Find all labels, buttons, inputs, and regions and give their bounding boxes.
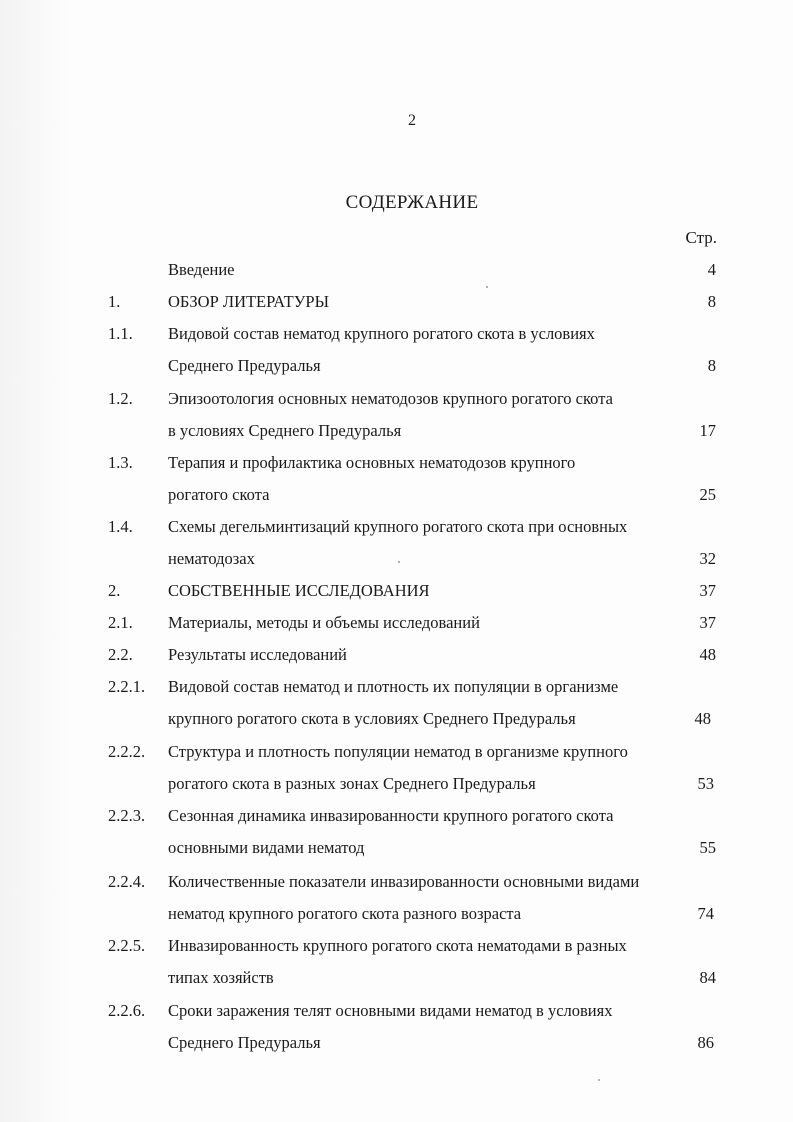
toc-entry-text: Результаты исследований [168,645,347,664]
toc-entry-text: ОБЗОР ЛИТЕРАТУРЫ [168,292,329,311]
toc-entry-text: СОБСТВЕННЫЕ ИССЛЕДОВАНИЯ [168,581,430,600]
scan-speck [486,286,488,288]
toc-entry-text-continuation: рогатого скота в разных зонах Среднего Предуралья [168,774,536,793]
toc-entry-text: Эпизоотология основных нематодозов крупного рогатого скота [168,389,613,408]
toc-entry-intro-text: Введение [168,260,235,279]
toc-entry-number: 2.2.4. [108,872,146,891]
toc-entry-page: 8 [707,356,716,375]
toc-entry-text: Схемы дегельминтизаций крупного рогатого скота при основных [168,517,628,536]
toc-entry-number: 1.2. [108,389,133,408]
toc-entry-text: Структура и плотность популяции нематод в организме крупного [168,742,628,761]
toc-entry-number: 1.3. [108,453,133,472]
toc-entry-text-continuation: Среднего Предуралья [168,356,321,375]
toc-entry-page: 17 [699,421,716,440]
toc-entry-number: 2.2. [108,645,133,664]
toc-entry-text-continuation: нематодозах [168,549,255,568]
toc-entry-text-continuation: крупного рогатого скота в условиях Среднего Предуралья [168,709,576,728]
toc-entry-intro-page: 4 [707,260,716,279]
toc-entry-text: Количественные показатели инвазированности основными видами [168,872,640,891]
toc-entry-text: Материалы, методы и объемы исследований [168,613,480,632]
toc-entry-text: Инвазированность крупного рогатого скота нематодами в разных [168,936,627,955]
toc-entry-text-continuation: в условиях Среднего Предуралья [168,421,402,440]
toc-entry-number: 2.2.3. [108,806,146,825]
toc-entry-page: 86 [697,1033,714,1052]
page-number: 2 [408,112,416,129]
toc-entry-page: 32 [699,549,716,568]
toc-entry-page: 37 [699,581,716,600]
toc-entry-page: 48 [694,709,711,728]
toc-entry-text-continuation: нематод крупного рогатого скота разного возраста [168,904,522,923]
toc-entry-number: 2.2.6. [108,1001,146,1020]
toc-entry-page: 74 [697,904,714,923]
toc-entry-text: Терапия и профилактика основных нематодозов крупного [168,453,576,472]
toc-entry-text: Сроки заражения телят основными видами нематод в условиях [168,1001,613,1020]
toc-title: СОДЕРЖАНИЕ [345,192,479,213]
toc-entry-number: 2.2.5. [108,936,146,955]
scan-left-edge-shadow [0,0,72,1122]
toc-entry-number: 1. [108,292,121,311]
toc-entry-page: 25 [699,485,716,504]
toc-entry-page: 53 [697,774,714,793]
toc-entry-number: 2.1. [108,613,133,632]
toc-entry-text: Видовой состав нематод крупного рогатого скота в условиях [168,324,595,343]
toc-entry-page: 48 [699,645,716,664]
scan-speck [398,561,400,563]
toc-entry-text-continuation: основными видами нематод [168,838,365,857]
toc-entry-page: 37 [699,613,716,632]
toc-entry-number: 1.1. [108,324,133,343]
toc-entry-page: 84 [699,968,716,987]
toc-entry-page: 55 [699,838,716,857]
toc-entry-number: 2. [108,581,121,600]
toc-entry-number: 2.2.2. [108,742,146,761]
scan-speck [598,1079,600,1081]
toc-entry-number: 2.2.1. [108,677,146,696]
toc-entry-number: 1.4. [108,517,133,536]
toc-entry-text-continuation: типах хозяйств [168,968,274,987]
toc-entry-text-continuation: Среднего Предуралья [168,1033,321,1052]
toc-entry-text-continuation: рогатого скота [168,485,270,504]
page-column-label: Стр. [685,228,717,247]
toc-entry-text: Видовой состав нематод и плотность их популяции в организме [168,677,619,696]
toc-entry-text: Сезонная динамика инвазированности крупного рогатого скота [168,806,614,825]
toc-entry-page: 8 [707,292,716,311]
